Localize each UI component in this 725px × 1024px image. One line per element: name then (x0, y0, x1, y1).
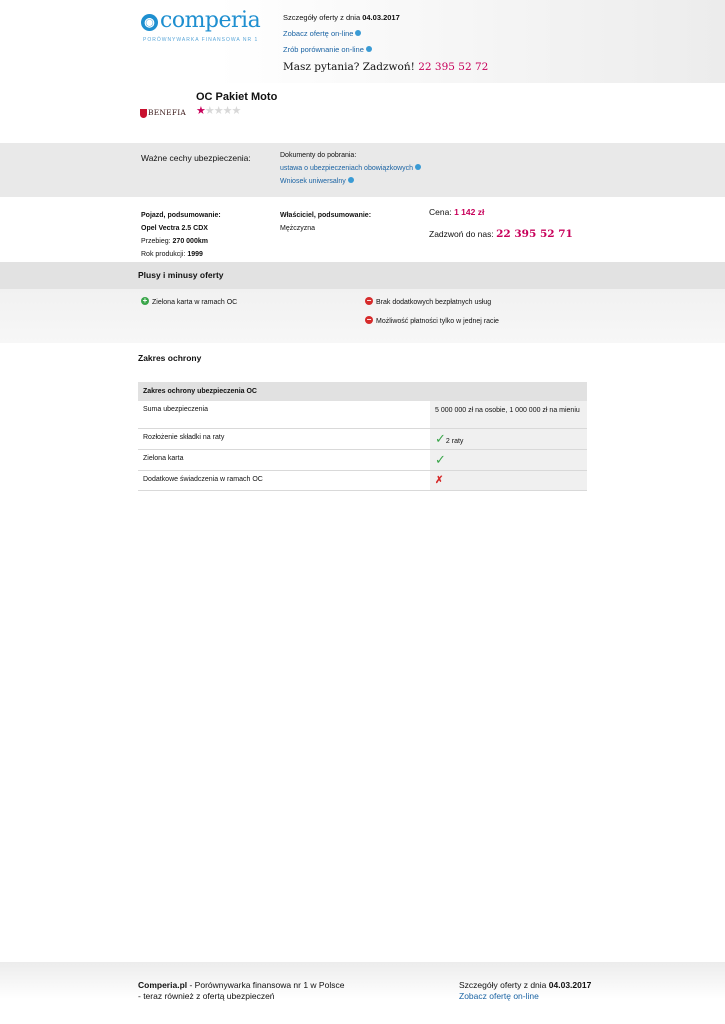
questions-label: Masz pytania? Zadzwoń! (283, 61, 415, 73)
footer-view-offer-link[interactable]: Zobacz ofertę on-line (459, 991, 539, 1001)
arrow-circle-icon (348, 177, 354, 183)
pros-cons-body (0, 289, 725, 343)
header-phone[interactable]: 22 395 52 72 (418, 61, 489, 73)
compare-label: Zrób porównanie on-line (283, 45, 364, 54)
features-section (0, 143, 725, 197)
footer-left (138, 980, 344, 1002)
row-value: 2 raty (445, 438, 464, 445)
compare-link[interactable] (283, 46, 400, 54)
summary-section (0, 197, 725, 262)
row-value-cell (430, 429, 587, 449)
rating-stars (196, 104, 240, 117)
documents-block (280, 152, 421, 185)
document-link-label: Wniosek uniwersalny (280, 178, 346, 185)
shield-icon (140, 109, 147, 118)
footer-date-line (459, 980, 591, 991)
price-line (429, 207, 484, 217)
page-header (0, 0, 725, 83)
footer-right (459, 980, 591, 1002)
call-phone[interactable]: 22 395 52 71 (496, 228, 573, 240)
star-empty-icon: ★ (231, 105, 241, 117)
offer-title: OC Pakiet Moto (196, 91, 278, 103)
year-line (141, 248, 221, 261)
check-icon: ✓ (435, 431, 446, 446)
scope-title: Zakres ochrony (138, 353, 202, 363)
row-label: Suma ubezpieczenia (143, 406, 208, 413)
arrow-circle-icon (366, 46, 372, 52)
check-icon: ✓ (435, 452, 446, 467)
view-offer-label: Zobacz ofertę on-line (283, 29, 354, 38)
row-label: Rozłożenie składki na raty (143, 434, 225, 441)
mileage-label: Przebieg: (141, 238, 171, 245)
pro-text: Zielona karta w ramach OC (152, 298, 238, 306)
logo-text: comperia (160, 8, 261, 33)
insurer-name: BENEFIA (148, 108, 187, 117)
header-info (283, 14, 400, 54)
pros-cons-header (0, 262, 725, 289)
owner-title: Właściciel, podsumowanie: (280, 212, 372, 219)
view-offer-link[interactable] (283, 30, 400, 38)
minus-circle-icon: − (366, 315, 372, 324)
vehicle-summary (141, 209, 221, 261)
document-link-label: ustawa o ubezpieczeniach obowiązkowych (280, 165, 414, 172)
call-label: Zadzwoń do nas: (429, 229, 494, 239)
call-line (429, 228, 573, 240)
year-label: Rok produkcji: (141, 251, 186, 258)
owner-value: Mężczyzna (280, 225, 316, 232)
mileage-line (141, 235, 221, 248)
pro-item (141, 298, 237, 306)
vehicle-name: Opel Vectra 2.5 CDX (141, 225, 208, 232)
cross-icon: ✗ (435, 475, 444, 486)
plus-circle-icon: + (142, 296, 148, 305)
star-filled-icon: ★ (196, 105, 205, 117)
document-link[interactable] (280, 178, 421, 185)
row-label: Dodatkowe świadczenia w ramach OC (143, 476, 263, 483)
con-item (365, 317, 499, 325)
price-label: Cena: (429, 207, 452, 217)
table-row (138, 450, 587, 471)
offer-date: 04.03.2017 (362, 13, 400, 22)
row-value-cell (430, 450, 587, 470)
footer-line-1-text: - Porównywarka finansowa nr 1 w Polsce (187, 980, 345, 990)
insurer-logo (140, 108, 190, 120)
row-value: 5 000 000 zł na osobie, 1 000 000 zł na mieniu (430, 401, 587, 428)
pros-cons-title: Plusy i minusy oferty (138, 270, 224, 280)
arrow-circle-icon (355, 30, 361, 36)
star-empty-icon: ★ (222, 105, 232, 117)
footer-date: 04.03.2017 (548, 980, 592, 990)
offer-date-line (283, 14, 400, 22)
offer-section (0, 83, 725, 143)
footer-line-2: - teraz również z ofertą ubezpieczeń (138, 991, 275, 1001)
logo-tagline: PORÓWNYWARKA FINANSOWA NR 1 (143, 37, 259, 43)
row-label: Zielona karta (143, 455, 184, 462)
footer-date-label: Szczegóły oferty z dnia (459, 980, 547, 990)
scope-table (138, 382, 587, 491)
footer-line-1 (138, 980, 344, 991)
document-link[interactable] (280, 165, 421, 172)
vehicle-title: Pojazd, podsumowanie: (141, 212, 221, 219)
star-empty-icon: ★ (204, 105, 214, 117)
con-item (365, 298, 491, 306)
footer-brand: Comperia.pl (138, 980, 188, 990)
arrow-circle-icon (415, 164, 421, 170)
owner-summary (280, 209, 371, 235)
questions-phone-row (283, 61, 488, 73)
year-value: 1999 (187, 251, 203, 258)
page-footer (0, 962, 725, 1024)
features-title: Ważne cechy ubezpieczenia: (141, 153, 251, 163)
minus-circle-icon: − (366, 296, 372, 305)
comperia-logo-icon: ◉ (141, 14, 158, 31)
con-text: Brak dodatkowych bezpłatnych usług (376, 298, 492, 306)
table-row (138, 429, 587, 450)
price-value: 1 142 zł (454, 207, 485, 217)
mileage-value: 270 000km (172, 238, 208, 245)
offer-date-label: Szczegóły oferty z dnia (283, 13, 361, 22)
table-row (138, 471, 587, 491)
documents-title: Dokumenty do pobrania: (280, 152, 357, 159)
scope-table-header: Zakres ochrony ubezpieczenia OC (138, 382, 587, 401)
row-value-cell (430, 471, 587, 490)
con-text: Możliwość płatności tylko w jednej racie (376, 317, 499, 325)
comperia-logo[interactable] (141, 8, 261, 46)
table-row (138, 401, 587, 429)
star-empty-icon: ★ (213, 105, 223, 117)
